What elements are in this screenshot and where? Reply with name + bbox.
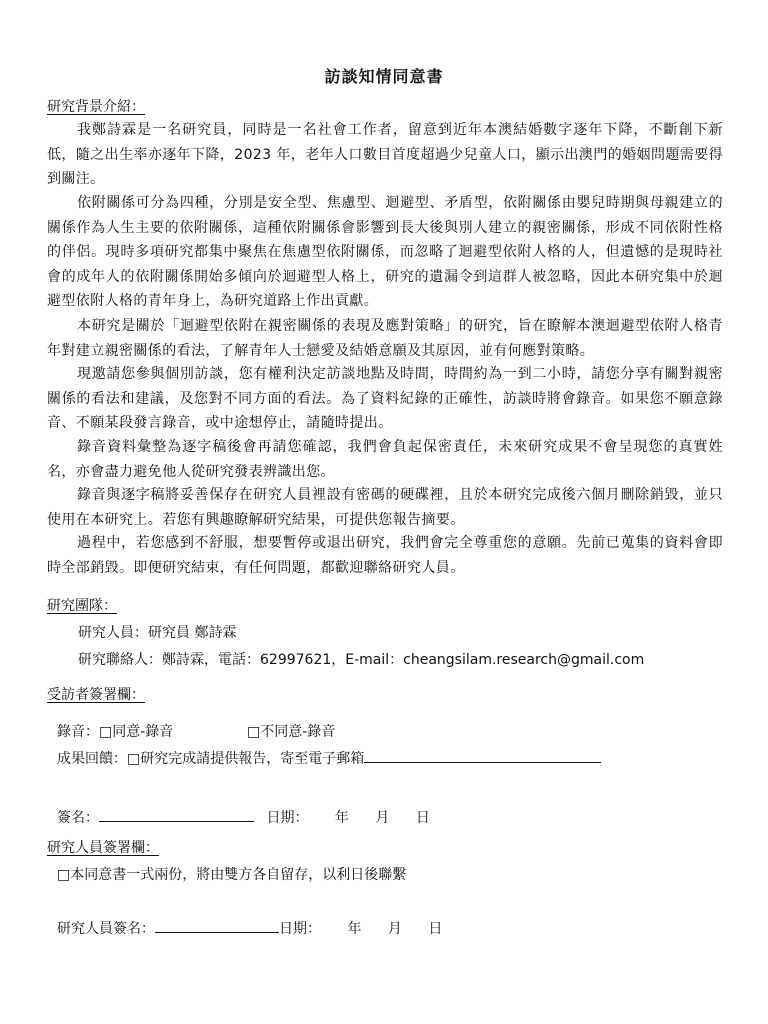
researcher-line: 研究人員：研究員 鄭詩霖 [78,625,237,641]
researcher-date-day: 日 [428,921,443,937]
researcher-signature-blank[interactable] [155,931,279,933]
date-label: 日期： [266,810,309,826]
disagree-recording-checkbox[interactable]: □不同意-錄音 [247,724,336,740]
background-paragraph-7: 過程中，若您感到不舒服，想要暫停或退出研究，我們會完全尊重您的意願。先前已蒐集的資料會即時全部銷毀。即便研究結束，有任何問題，都歡迎聯絡研究人員。 [47,535,723,576]
copies-note-checkbox[interactable]: □本同意書一式兩份，將由雙方各自留存，以利日後聯繫 [57,867,407,883]
researcher-sign-heading: 研究人員簽署欄： [47,840,159,856]
background-paragraph-1: 我鄭詩霖是一名研究員，同時是一名社會工作者，留意到近年本澳結婚數字逐年下降，不斷創下新低，隨之出生率亦逐年下降，2023 年，老年人口數目首度超過少兒童人口，顯示出澳門的婚姻問題需要得到關注。 [47,122,723,187]
feedback-option[interactable]: 成果回饋：□研究完成請提供報告，寄至電子郵箱 [57,751,365,767]
feedback-row [57,748,601,768]
date-day: 日 [415,810,430,826]
researcher-sign-label: 研究人員簽名： [57,921,155,937]
team-heading: 研究團隊： [47,598,117,614]
background-paragraph-5: 錄音資料彙整為逐字稿後會再請您確認，我們會負起保密責任，未來研究成果不會呈現您的真實姓名，亦會盡力避免他人從研究發表辨識出您。 [47,439,723,480]
background-heading: 研究背景介紹： [47,99,145,115]
agree-recording-checkbox[interactable]: □同意-錄音 [99,724,174,740]
contact-line: 研究聯絡人：鄭詩霖，電話：62997621，E-mail：cheangsilam.research@gmail.com [78,652,645,668]
interviewee-heading: 受訪者簽署欄： [47,687,145,703]
background-paragraph-2: 依附關係可分為四種，分別是安全型、焦慮型、迴避型、矛盾型，依附關係由嬰兒時期與母親建立的關係作為人生主要的依附關係，這種依附關係會影響到長大後與別人建立的親密關係，形成不同依附性格的伴侶。現時多項研究都集中聚焦在焦慮型依附關係，而忽略了迴避型依附人格的人，但遺憾的是現時社會的成年人的依附關係開始多傾向於迴避型人格上，研究的遺漏令到這群人被忽略，因此本研究集中於迴避型依附人格的青年身上，為研究道路上作出貢獻。 [47,195,723,309]
researcher-sign-row [57,918,442,938]
recording-label: 錄音： [57,724,99,740]
date-month: 月 [375,810,390,826]
sign-label: 簽名： [57,810,99,826]
interviewee-sign-row [57,807,430,827]
background-paragraph-3: 本研究是關於「迴避型依附在親密關係的表現及應對策略」的研究，旨在瞭解本澳迴避型依附人格青年對建立親密關係的看法，了解青年人士戀愛及結婚意願及其原因，並有何應對策略。 [47,318,723,359]
background-paragraph-4: 現邀請您參與個別訪談，您有權利決定訪談地點及時間，時間約為一到二小時，請您分享有關對親密關係的看法和建議，及您對不同方面的看法。為了資料紀錄的正確性，訪談時將會錄音。如果您不願意錄音、不願某段發言錄音，或中途想停止，請隨時提出。 [47,366,723,431]
date-year: 年 [334,810,349,826]
researcher-date-month: 月 [387,921,402,937]
email-blank[interactable] [364,761,601,763]
researcher-date-year: 年 [347,921,362,937]
recording-row [57,721,173,741]
signature-blank[interactable] [99,820,254,822]
document-title: 訪談知情同意書 [324,67,444,86]
researcher-date-label: 日期： [279,921,321,937]
background-paragraph-6: 錄音與逐字稿將妥善保存在研究人員裡設有密碼的硬碟裡，且於本研究完成後六個月刪除銷毀，並只使用在本研究上。若您有興趣瞭解研究結果，可提供您報告摘要。 [47,487,723,528]
